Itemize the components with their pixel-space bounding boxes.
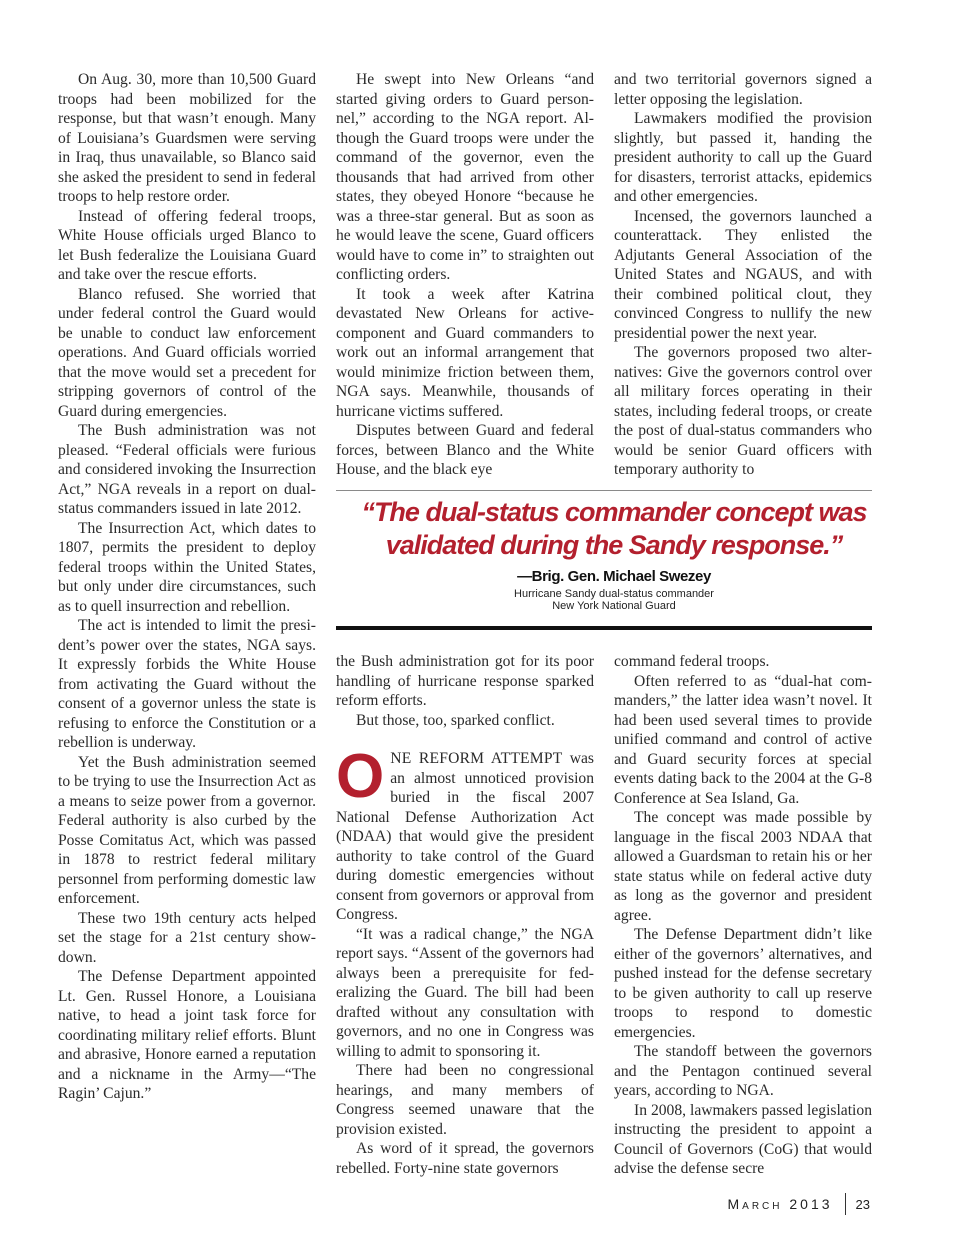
- paragraph: The act is intended to limit the president’s power over the states, NGA says. It expressly forbids the White House from activating the Guard without the consent of a governor unless the state is refusing to enforce the Constitution or a rebellion is underway.: [58, 617, 316, 751]
- page-footer: [728, 1193, 871, 1215]
- paragraph: The Defense Department didn’t like either of the governors’ alternatives, and pushed instead for the defense secretary to be given authority to call up reserve troops to respond to domestic emergencies.: [614, 926, 872, 1041]
- paragraph: The Defense Department appointed Lt. Gen. Russel Honore, a Louisiana native, to head a joint task force for coordinating military relief efforts. Blunt and abrasive, Honore earned a reputation and a nickname in the Army—“The Ragin’ Cajun.”: [58, 968, 316, 1102]
- paragraph: As word of it spread, the governors rebelled. Forty-nine state governors: [336, 1140, 594, 1177]
- article-column-1: [58, 70, 316, 1104]
- paragraph: On Aug. 30, more than 10,500 Guard troops had been mobilized for the response, but that wasn’t enough. Many of Louisiana’s Guardsmen were serving in Iraq, thus unavailable, so Blanco said she asked the president to send in federal troops to help restore order.: [58, 71, 316, 205]
- paragraph: Yet the Bush administration seemed to be trying to use the Insurrection Act as a means to seize power from a governor. Federal authority is also curbed by the Posse Comitatus Act, which was passed in 1878 to restrict federal military personnel from performing domestic law enforcement.: [58, 753, 316, 907]
- paragraph: Instead of offering federal troops, White House officials urged Blanco to let Bush federalize the Louisiana Guard and take over the rescue efforts.: [58, 207, 316, 283]
- paragraph: command federal troops.: [614, 653, 770, 670]
- paragraph: But those, too, sparked conflict.: [356, 711, 555, 729]
- paragraph: The standoff between the governors and the Pentagon continued several years, according to NGA.: [614, 1043, 872, 1099]
- pullquote-top-rule: [336, 490, 872, 491]
- paragraph: Blanco refused. She worried that under federal control the Guard would be unable to conduct law enforcement operations. And Guard officials worried that the move would set a precedent for stripping governors of control of the Guard during emergencies.: [58, 285, 316, 420]
- paragraph: The Bush administration was not pleased. “Federal officials were furious and considered invoking the Insurrection Act,” NGA reveals in a report on dual-status commanders issued in late 2012.: [58, 422, 316, 517]
- lead-in-caps: NE REFORM ATTEMPT: [390, 750, 563, 767]
- article-column-3-bottom: [614, 652, 872, 1179]
- paragraph: He swept into New Orleans “and started giving orders to Guard personnel,” according to the NGA report. Although the Guard troops were under the command of the governor, even the thousands that had arrived from other states, they obeyed Honore “because he was a three-star general. But as soon as he would leave the scene, Guard officers would have to come in” to straighten out conflicting orders.: [336, 71, 594, 283]
- page-number: 23: [855, 1196, 870, 1212]
- paragraph: “It was a radical change,” the NGA report says. “Assent of the governors had always been a prerequisite for federalizing the Guard. The bill had been drafted without any consultation with governors, and no one in Congress was willing to admit to sponsoring it.: [336, 925, 594, 1060]
- paragraph: In 2008, lawmakers passed legislation instructing the president to appoint a Council of Governors (CoG) that would advise the defense secre: [614, 1101, 872, 1177]
- article-column-3-top: [614, 70, 872, 480]
- paragraph: The governors proposed two alternatives: Give the governors control over all military forces operating in their states, including federal troops, or create the post of dual-status commanders who would be senior Guard officers with temporary authority to: [614, 344, 872, 478]
- pullquote-role-line-1: Hurricane Sandy dual-status commander: [514, 588, 714, 600]
- paragraph: There had been no congressional hearings, and many members of Congress seemed unaware that the provision existed.: [336, 1062, 594, 1138]
- pullquote-text: “The dual-status commander concept was validated during the Sandy response.”: [361, 497, 867, 560]
- pullquote-bottom-rule: [336, 626, 872, 630]
- paragraph: The Insurrection Act, which dates to 1807, permits the president to deploy federal troops within the United States, but only under dire circumstances, such as to quell insurrection and rebellion.: [58, 519, 316, 615]
- paragraph: Disputes between Guard and federal forces, between Blanco and the White House, and the black eye: [336, 422, 594, 478]
- drop-cap: O: [336, 742, 385, 811]
- paragraph: Often referred to as “dual-hat commanders,” the latter idea wasn’t novel. It had been used several times to provide unified command and control of active and Guard security forces at special events dating back to the 2004 at the G-8 Conference at Sea Island, Ga.: [614, 672, 872, 807]
- lead-in-text: was an almost unnoticed provision buried in the fiscal 2007 National Defense Authorization Act (NDAA) that would give the president authority to take control of the Guard during domestic emergencies without consent from governors or approval from Congress.: [336, 750, 594, 923]
- paragraph: Lawmakers modified the provision slightly, but passed it, handing the president authority to call up the Guard for disasters, terrorist attacks, epidemics and other emergencies.: [614, 110, 872, 205]
- paragraph: Incensed, the governors launched a counterattack. They enlisted the Adjutants General Association of the United States and NGAUS, and with their combined political clout, they convinced Congress to nullify the new presidential power the next year.: [614, 207, 872, 342]
- pullquote-attribution: —Brig. Gen. Michael Swezey: [517, 568, 711, 585]
- article-column-2-top: [336, 70, 594, 480]
- section-lead-paragraph: [336, 742, 594, 925]
- pullquote: [336, 496, 892, 612]
- article-column-2-bottom: [336, 652, 594, 1178]
- paragraph: These two 19th century acts helped set the stage for a 21st century showdown.: [58, 909, 316, 966]
- footer-divider: [845, 1193, 846, 1215]
- paragraph: The concept was made possible by language in the fiscal 2003 NDAA that allowed a Guardsman to retain his or her state status while on federal active duty as long as the governor and president agree.: [614, 809, 872, 924]
- paragraph: It took a week after Katrina devastated New Orleans for active-component and Guard commanders to work out an informal arrangement that would minimize friction between them, NGA says. Meanwhile, thousands of hurricane victims suffered.: [336, 285, 594, 420]
- pullquote-role-line-2: New York National Guard: [552, 600, 676, 612]
- paragraph: the Bush administration got for its poor handling of hurricane response sparked reform efforts.: [336, 653, 594, 709]
- paragraph: and two territorial governors signed a letter opposing the legislation.: [614, 71, 872, 108]
- issue-date: March 2013: [727, 1196, 833, 1212]
